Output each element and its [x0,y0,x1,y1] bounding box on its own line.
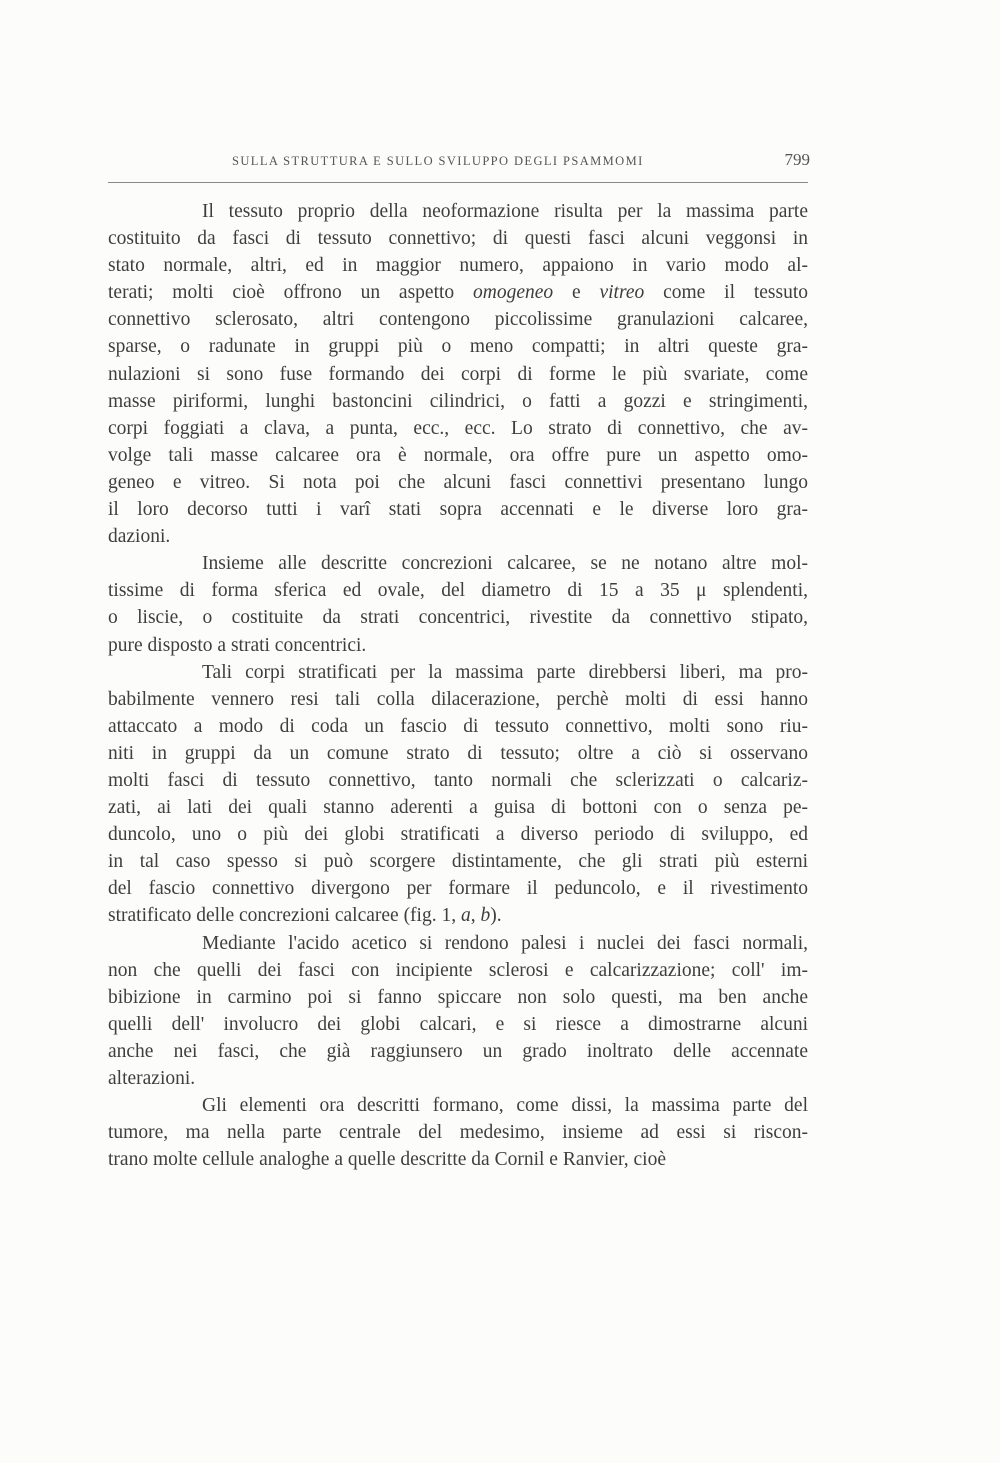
text-line: babilmente vennero resi tali colla dilacerazione, perchè molti di essi hanno [108,688,808,710]
text-line: del fascio connettivo divergono per formare il peduncolo, e il rivestimento [108,878,808,900]
running-head [108,150,810,176]
text-line: nulazioni si sono fuse formando dei corpi di forme le più svariate, come [108,363,808,385]
paragraph [108,1092,808,1173]
text-line: bibizione in carmino poi si fanno spiccare non solo questi, ma ben anche [108,986,808,1008]
text-line: terati; molti cioè offrono un aspetto omogeneo e vitreo come il tessuto [108,282,808,304]
text-line: stratificato delle concrezioni calcaree (fig. 1, a, b). [108,905,502,927]
text-line: connettivo sclerosato, altri contengono piccolissime granulazioni calcaree, [108,309,808,331]
paragraph [108,659,808,930]
text-line: tumore, ma nella parte centrale del medesimo, insieme ad essi si riscon- [108,1122,808,1144]
text-line: tissime di forma sferica ed ovale, del diametro di 15 a 35 μ splendenti, [108,580,808,602]
text-line: volge tali masse calcaree ora è normale, ora offre pure un aspetto omo- [108,444,808,466]
text-line: in tal caso spesso si può scorgere distintamente, che gli strati più esterni [108,851,808,873]
text-line: pure disposto a strati concentrici. [108,634,367,656]
text-line: attaccato a modo di coda un fascio di tessuto connettivo, molti sono riu- [108,715,808,737]
text-line: zati, ai lati dei quali stanno aderenti a guisa di bottoni con o senza pe- [108,797,808,819]
text-line: dazioni. [108,526,171,548]
text-line: duncolo, uno o più dei globi stratificati a diverso periodo di sviluppo, ed [108,824,808,846]
text-line: quelli dell' involucro dei globi calcari, e si riesce a dimostrarne alcuni [108,1013,808,1035]
running-title: SULLA STRUTTURA E SULLO SVILUPPO DEGLI PSAMMOMI [232,154,644,168]
text-line: Insieme alle descritte concrezioni calcaree, se ne notano altre mol- [202,553,808,575]
text-line: o liscie, o costituite da strati concentrici, rivestite da connettivo stipato, [108,607,808,629]
text-line: non che quelli dei fasci con incipiente sclerosi e calcarizzazione; coll' im- [108,959,808,981]
header-rule [108,182,808,183]
text-line: anche nei fasci, che già raggiunsero un grado inoltrato delle accennate [108,1040,808,1062]
text-line: Gli elementi ora descritti formano, come dissi, la massima parte del [202,1095,808,1117]
text-line: niti in gruppi da un comune strato di tessuto; oltre a ciò si osservano [108,742,808,764]
text-line: Il tessuto proprio della neoformazione risulta per la massima parte [202,201,808,222]
paragraph [108,198,808,550]
text-line: costituito da fasci di tessuto connettivo; di questi fasci alcuni veggonsi in [108,228,808,250]
text-line: il loro decorso tutti i varî stati sopra accennati e le diverse loro gra- [108,499,808,521]
text-line: masse piriformi, lunghi bastoncini cilindrici, o fatti a gozzi e stringimenti, [108,390,808,412]
text-line: sparse, o radunate in gruppi più o meno compatti; in altri queste gra- [108,336,808,358]
text-line: Mediante l'acido acetico si rendono palesi i nuclei dei fasci normali, [202,932,808,954]
text-line: Tali corpi stratificati per la massima parte direbbersi liberi, ma pro- [202,661,808,683]
text-line: stato normale, altri, ed in maggior numero, appaiono in vario modo al- [108,255,808,277]
text-line: molti fasci di tessuto connettivo, tanto normali che sclerizzati o calcariz- [108,769,808,791]
text-line: geneo e vitreo. Si nota poi che alcuni fasci connettivi presentano lungo [108,471,808,493]
text-line: trano molte cellule analoghe a quelle descritte da Cornil e Ranvier, cioè [108,1149,666,1171]
text-line: corpi foggiati a clava, a punta, ecc., ecc. Lo strato di connettivo, che av- [108,417,808,439]
text-line: alterazioni. [108,1068,196,1089]
page-number: 799 [784,150,810,169]
paragraph [108,550,808,658]
paragraph [108,930,808,1093]
body-text [108,198,808,1173]
